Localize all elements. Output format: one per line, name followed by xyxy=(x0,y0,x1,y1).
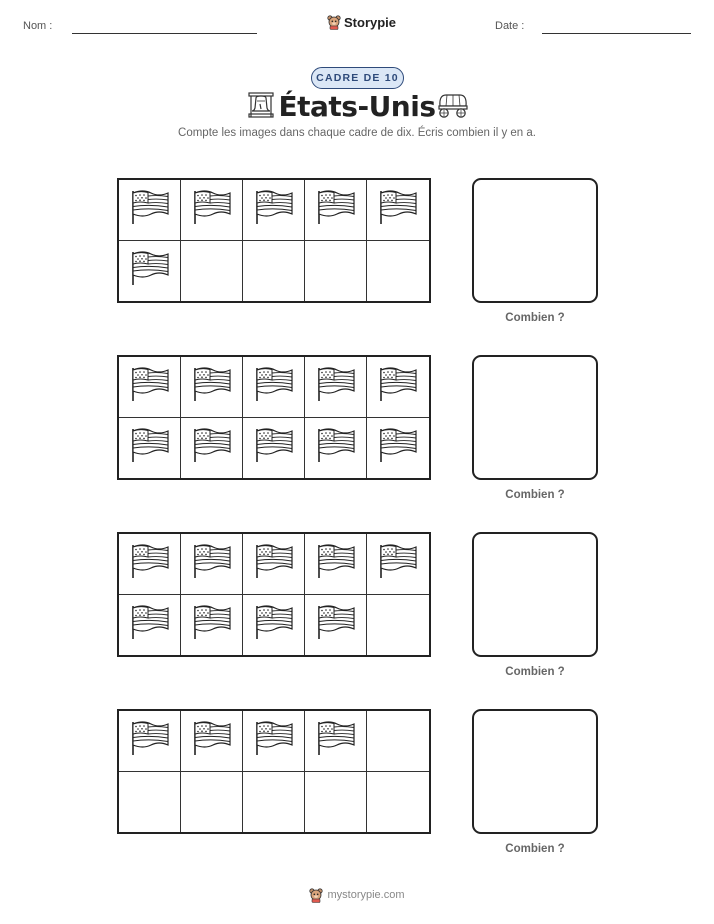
american-flag-icon xyxy=(130,189,170,230)
american-flag-icon xyxy=(254,427,294,468)
bear-mascot-icon xyxy=(327,14,341,30)
ten-frame-cell xyxy=(305,241,367,302)
name-field[interactable] xyxy=(72,33,257,34)
answer-box-4[interactable] xyxy=(472,709,598,834)
answer-box-1[interactable] xyxy=(472,178,598,303)
ten-frame-cell xyxy=(119,772,181,833)
ten-frame-cell xyxy=(305,357,367,418)
american-flag-icon xyxy=(130,720,170,761)
ten-frame-cell xyxy=(119,595,181,656)
american-flag-icon xyxy=(254,189,294,230)
ten-frame-cell xyxy=(243,418,305,479)
ten-frame-3 xyxy=(117,532,431,657)
combien-label-1: Combien ? xyxy=(505,312,565,324)
combien-label-2: Combien ? xyxy=(505,489,565,501)
ten-frame-2 xyxy=(117,355,431,480)
ten-frame-1 xyxy=(117,178,431,303)
american-flag-icon xyxy=(130,427,170,468)
american-flag-icon xyxy=(378,427,418,468)
ten-frame-cell xyxy=(181,534,243,595)
american-flag-icon xyxy=(192,720,232,761)
answer-box-2[interactable] xyxy=(472,355,598,480)
american-flag-icon xyxy=(254,720,294,761)
name-label: Nom : xyxy=(23,20,53,32)
ten-frame-cell xyxy=(305,711,367,772)
date-label: Date : xyxy=(495,20,525,32)
american-flag-icon xyxy=(130,250,170,291)
american-flag-icon xyxy=(316,543,356,584)
covered-wagon-icon xyxy=(436,92,468,118)
ten-frame-cell xyxy=(367,418,429,479)
american-flag-icon xyxy=(378,543,418,584)
date-field[interactable] xyxy=(542,33,691,34)
ten-frame-cell xyxy=(243,180,305,241)
ten-frame-cell xyxy=(181,772,243,833)
ten-frame-cell xyxy=(305,595,367,656)
ten-frame-cell xyxy=(305,534,367,595)
ten-frame-cell xyxy=(367,711,429,772)
footer-site: mystorypie.com xyxy=(327,889,405,901)
ten-frame-cell xyxy=(181,241,243,302)
american-flag-icon xyxy=(130,604,170,645)
ten-frame-cell xyxy=(305,418,367,479)
ten-frame-cell xyxy=(367,357,429,418)
combien-label-3: Combien ? xyxy=(505,666,565,678)
ten-frame-cell xyxy=(181,180,243,241)
ten-frame-cell xyxy=(367,772,429,833)
ten-frame-cell xyxy=(367,180,429,241)
ten-frame-cell xyxy=(367,241,429,302)
ten-frame-cell xyxy=(119,418,181,479)
american-flag-icon xyxy=(316,720,356,761)
combien-label-4: Combien ? xyxy=(505,843,565,855)
ten-frame-cell xyxy=(305,180,367,241)
brand-name: Storypie xyxy=(344,14,397,30)
ten-frame-4 xyxy=(117,709,431,834)
worksheet-type-badge: CADRE DE 10 xyxy=(311,67,404,89)
ten-frame-cell xyxy=(243,711,305,772)
ten-frame-cell xyxy=(367,595,429,656)
storypie-logo xyxy=(327,14,396,30)
ten-frame-cell xyxy=(181,357,243,418)
ten-frame-cell xyxy=(181,418,243,479)
american-flag-icon xyxy=(316,427,356,468)
american-flag-icon xyxy=(254,543,294,584)
ten-frame-cell xyxy=(181,711,243,772)
american-flag-icon xyxy=(254,604,294,645)
american-flag-icon xyxy=(192,543,232,584)
american-flag-icon xyxy=(316,604,356,645)
american-flag-icon xyxy=(130,543,170,584)
american-flag-icon xyxy=(378,189,418,230)
american-flag-icon xyxy=(192,189,232,230)
footer xyxy=(0,887,714,903)
american-flag-icon xyxy=(378,366,418,407)
american-flag-icon xyxy=(192,427,232,468)
ten-frame-cell xyxy=(243,357,305,418)
ten-frame-cell xyxy=(119,180,181,241)
page-title: États-Unis xyxy=(278,90,436,123)
american-flag-icon xyxy=(192,604,232,645)
ten-frame-cell xyxy=(119,357,181,418)
answer-box-3[interactable] xyxy=(472,532,598,657)
ten-frame-cell xyxy=(119,241,181,302)
american-flag-icon xyxy=(316,366,356,407)
ten-frame-cell xyxy=(305,772,367,833)
ten-frame-cell xyxy=(119,534,181,595)
ten-frame-cell xyxy=(243,772,305,833)
bear-mascot-icon xyxy=(309,887,323,903)
american-flag-icon xyxy=(316,189,356,230)
ten-frame-cell xyxy=(181,595,243,656)
american-flag-icon xyxy=(254,366,294,407)
ten-frame-cell xyxy=(243,595,305,656)
ten-frame-cell xyxy=(367,534,429,595)
ten-frame-cell xyxy=(243,241,305,302)
ten-frame-cell xyxy=(119,711,181,772)
ten-frame-cell xyxy=(243,534,305,595)
instructions: Compte les images dans chaque cadre de dix. Écris combien il y en a. xyxy=(178,127,536,139)
american-flag-icon xyxy=(192,366,232,407)
american-flag-icon xyxy=(130,366,170,407)
